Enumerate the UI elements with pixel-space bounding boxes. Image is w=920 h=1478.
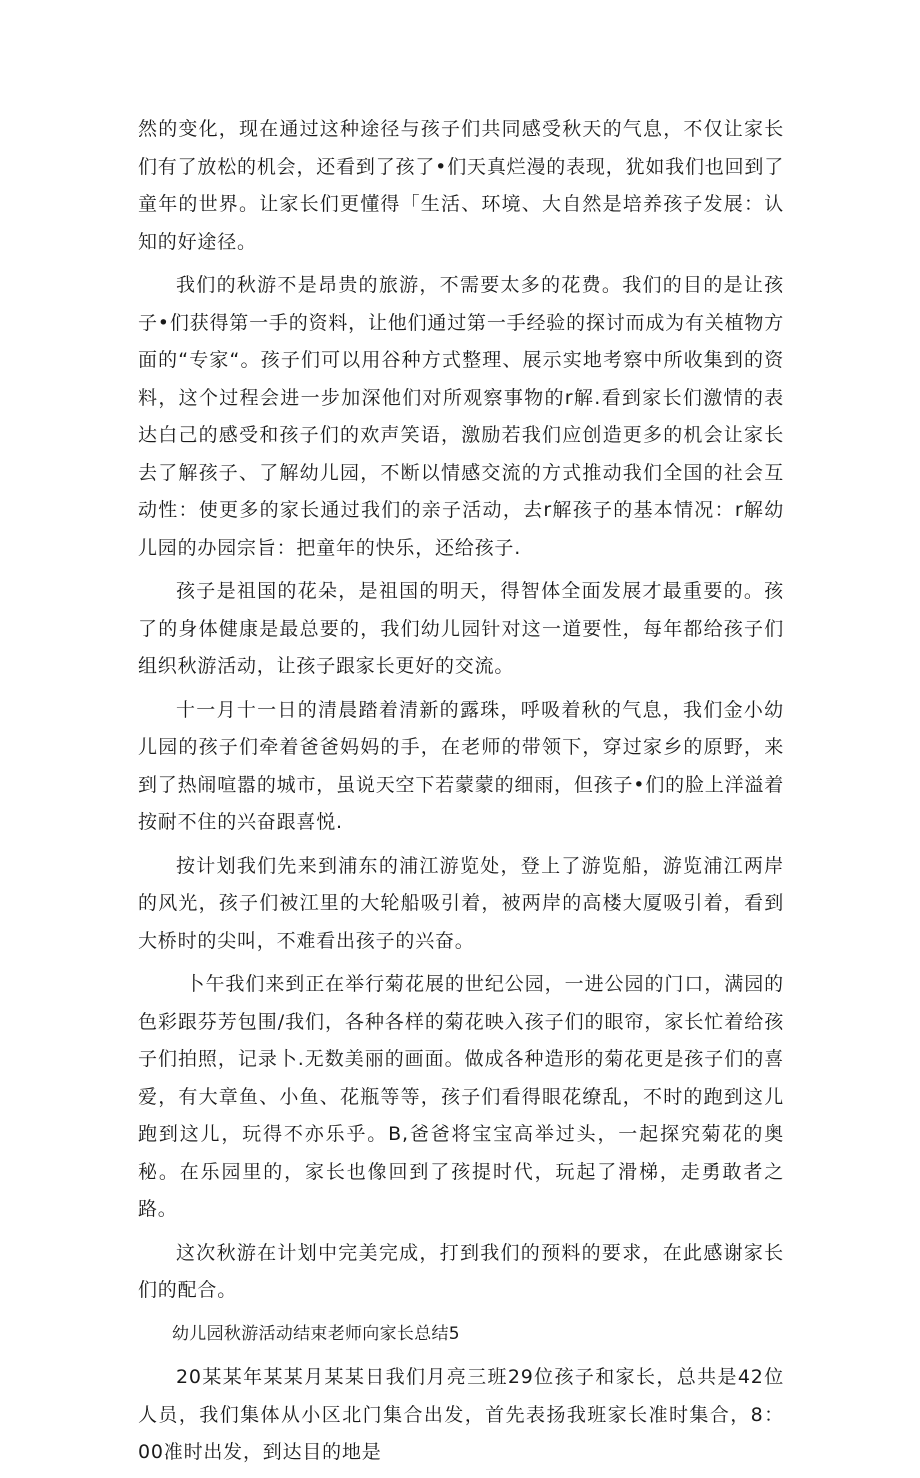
paragraph-6: 卜午我们来到正在举行菊花展的世纪公园，一进公园的门口，满园的色彩跟芬芳包围/我们，各种各样的菊花映入孩子们的眼帘，家长忙着给孩子们拍照，记录卜.无数美丽的画面。做成各种造形的菊花更是孩子们的喜爱，有大章鱼、小鱼、花瓶等等，孩子们看得眼花缭乱，不时的跑到这儿跑到这儿，玩得不亦乐乎。B,爸爸将宝宝高举过头，一起探究菊花的奥秘。在乐园里的，家长也像回到了孩提时代，玩起了滑梯，走勇敢者之路。	[138, 973, 784, 1220]
section-heading: 幼儿园秋游活动结束老师向家长总结5	[172, 1323, 460, 1344]
paragraph-7: 这次秋游在计划中完美完成，打到我们的预料的要求，在此感谢家长们的配合。	[138, 1241, 784, 1301]
document-body	[138, 111, 784, 1478]
paragraph-4: 十一月十一日的清晨踏着清新的露珠，呼吸着秋的气息，我们金小幼儿园的孩子们牵着爸爸妈妈的手，在老师的带领下，穿过家乡的原野，来到了热闹喧嚣的城市，虽说天空下若蒙蒙的细雨，但孩子•们的脸上洋溢着按耐不住的兴奋跟喜悦.	[138, 698, 784, 833]
paragraph-5: 按计划我们先来到浦东的浦江游览处，登上了游览船，游览浦江两岸的风光，孩子们被江里的大轮船吸引着，被两岸的高楼大厦吸引着，看到大桥时的尖叫，不难看出孩子的兴奋。	[138, 854, 784, 952]
paragraph-1: 然的变化，现在通过这种途径与孩子们共同感受秋天的气息，不仅让家长们有了放松的机会，还看到了孩了•们天真烂漫的表现，犹如我们也回到了童年的世界。让家长们更懂得「生活、环境、大自然是培养孩子发展：认知的好途径。	[138, 118, 784, 253]
paragraph-2: 我们的秋游不是昂贵的旅游，不需要太多的花费。我们的目的是让孩子•们获得第一手的资料，让他们通过第一手经验的探讨而成为有关植物方面的“专家“。孩子们可以用谷种方式整理、展示实地考察中所收集到的资料，这个过程会进一步加深他们对所观察事物的r解.看到家长们激情的表达白己的感受和孩子们的欢声笑语，激励若我们应创造更多的机会让家长去了解孩子、了解幼儿园，不断以情感交流的方式推动我们全国的社会互动性：使更多的家长通过我们的亲子活动，去r解孩子的基本情况：r解幼儿园的办园宗旨：把童年的快乐，还给孩子.	[138, 274, 784, 559]
paragraph-8: 20某某年某某月某某日我们月亮三班29位孩子和家长，总共是42位人员，我们集体从小区北门集合出发，首先表扬我班家长准时集合，8：00准时出发，到达目的地是	[138, 1366, 784, 1463]
paragraph-3: 孩子是祖国的花朵，是祖国的明天，得智体全面发展才最重要的。孩了的身体健康是最总要的，我们幼儿园针对这一道要性，每年都给孩子们组织秋游活动，让孩子跟家长更好的交流。	[138, 580, 784, 677]
